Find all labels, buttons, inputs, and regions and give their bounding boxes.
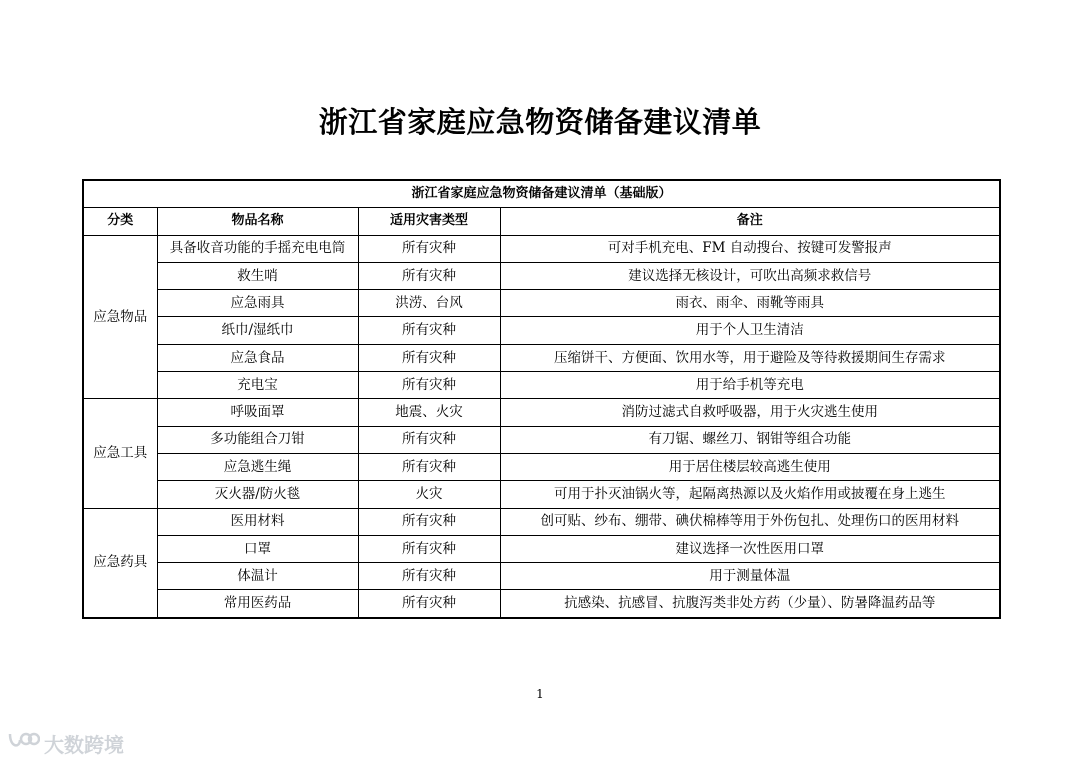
remarks-cell: 用于给手机等充电 — [500, 372, 1000, 399]
table-row — [83, 235, 1000, 262]
disaster-type-cell: 所有灾种 — [358, 344, 500, 371]
category-cell: 应急物品 — [83, 235, 157, 399]
table-row — [83, 290, 1000, 317]
disaster-type-cell: 所有灾种 — [358, 535, 500, 562]
item-name-cell: 体温计 — [157, 563, 358, 590]
watermark-text: 大数跨境 — [44, 732, 124, 757]
table-row — [83, 453, 1000, 480]
header-item-name: 物品名称 — [157, 208, 358, 235]
remarks-cell: 可对手机充电、FM 自动搜台、按键可发警报声 — [500, 235, 1000, 262]
disaster-type-cell: 所有灾种 — [358, 590, 500, 618]
disaster-type-cell: 地震、火灾 — [358, 399, 500, 426]
page-number: 1 — [536, 687, 544, 701]
disaster-type-cell: 所有灾种 — [358, 508, 500, 535]
table-row — [83, 508, 1000, 535]
table-row — [83, 590, 1000, 618]
disaster-type-cell: 所有灾种 — [358, 426, 500, 453]
item-name-cell: 应急食品 — [157, 344, 358, 371]
table-caption-row — [83, 180, 1000, 208]
remarks-cell: 用于测量体温 — [500, 563, 1000, 590]
table-row — [83, 563, 1000, 590]
header-category: 分类 — [83, 208, 157, 235]
table-row — [83, 426, 1000, 453]
item-name-cell: 多功能组合刀钳 — [157, 426, 358, 453]
disaster-type-cell: 火灾 — [358, 481, 500, 508]
table-row — [83, 481, 1000, 508]
category-cell: 应急药具 — [83, 508, 157, 618]
table-row — [83, 344, 1000, 371]
table-row — [83, 372, 1000, 399]
item-name-cell: 医用材料 — [157, 508, 358, 535]
remarks-cell: 雨衣、雨伞、雨靴等雨具 — [500, 290, 1000, 317]
disaster-type-cell: 所有灾种 — [358, 453, 500, 480]
header-disaster-type: 适用灾害类型 — [358, 208, 500, 235]
header-remarks: 备注 — [500, 208, 1000, 235]
table-header-row — [83, 208, 1000, 235]
watermark — [6, 728, 124, 758]
remarks-cell: 消防过滤式自救呼吸器，用于火灾逃生使用 — [500, 399, 1000, 426]
disaster-type-cell: 洪涝、台风 — [358, 290, 500, 317]
disaster-type-cell: 所有灾种 — [358, 317, 500, 344]
item-name-cell: 应急逃生绳 — [157, 453, 358, 480]
remarks-cell: 可用于扑灭油锅火等，起隔离热源以及火焰作用或披覆在身上逃生 — [500, 481, 1000, 508]
remarks-cell: 有刀锯、螺丝刀、钢钳等组合功能 — [500, 426, 1000, 453]
item-name-cell: 具备收音功能的手摇充电电筒 — [157, 235, 358, 262]
item-name-cell: 应急雨具 — [157, 290, 358, 317]
remarks-cell: 用于居住楼层较高逃生使用 — [500, 453, 1000, 480]
item-name-cell: 常用医药品 — [157, 590, 358, 618]
watermark-logo-icon — [6, 730, 40, 757]
item-name-cell: 救生哨 — [157, 262, 358, 289]
item-name-cell: 口罩 — [157, 535, 358, 562]
remarks-cell: 用于个人卫生清洁 — [500, 317, 1000, 344]
table-caption: 浙江省家庭应急物资储备建议清单（基础版） — [83, 180, 1000, 208]
page-title: 浙江省家庭应急物资储备建议清单 — [318, 105, 762, 139]
remarks-cell: 建议选择一次性医用口罩 — [500, 535, 1000, 562]
item-name-cell: 充电宝 — [157, 372, 358, 399]
item-name-cell: 纸巾/湿纸巾 — [157, 317, 358, 344]
item-name-cell: 灭火器/防火毯 — [157, 481, 358, 508]
disaster-type-cell: 所有灾种 — [358, 372, 500, 399]
disaster-type-cell: 所有灾种 — [358, 235, 500, 262]
table-row — [83, 262, 1000, 289]
remarks-cell: 压缩饼干、方便面、饮用水等，用于避险及等待救援期间生存需求 — [500, 344, 1000, 371]
remarks-cell: 建议选择无核设计，可吹出高频求救信号 — [500, 262, 1000, 289]
remarks-cell: 抗感染、抗感冒、抗腹泻类非处方药（少量）、防暑降温药品等 — [500, 590, 1000, 618]
item-name-cell: 呼吸面罩 — [157, 399, 358, 426]
remarks-cell: 创可贴、纱布、绷带、碘伏棉棒等用于外伤包扎、处理伤口的医用材料 — [500, 508, 1000, 535]
table-row — [83, 399, 1000, 426]
supply-list-table — [82, 179, 1001, 619]
category-cell: 应急工具 — [83, 399, 157, 508]
disaster-type-cell: 所有灾种 — [358, 262, 500, 289]
table-row — [83, 535, 1000, 562]
disaster-type-cell: 所有灾种 — [358, 563, 500, 590]
table-row — [83, 317, 1000, 344]
